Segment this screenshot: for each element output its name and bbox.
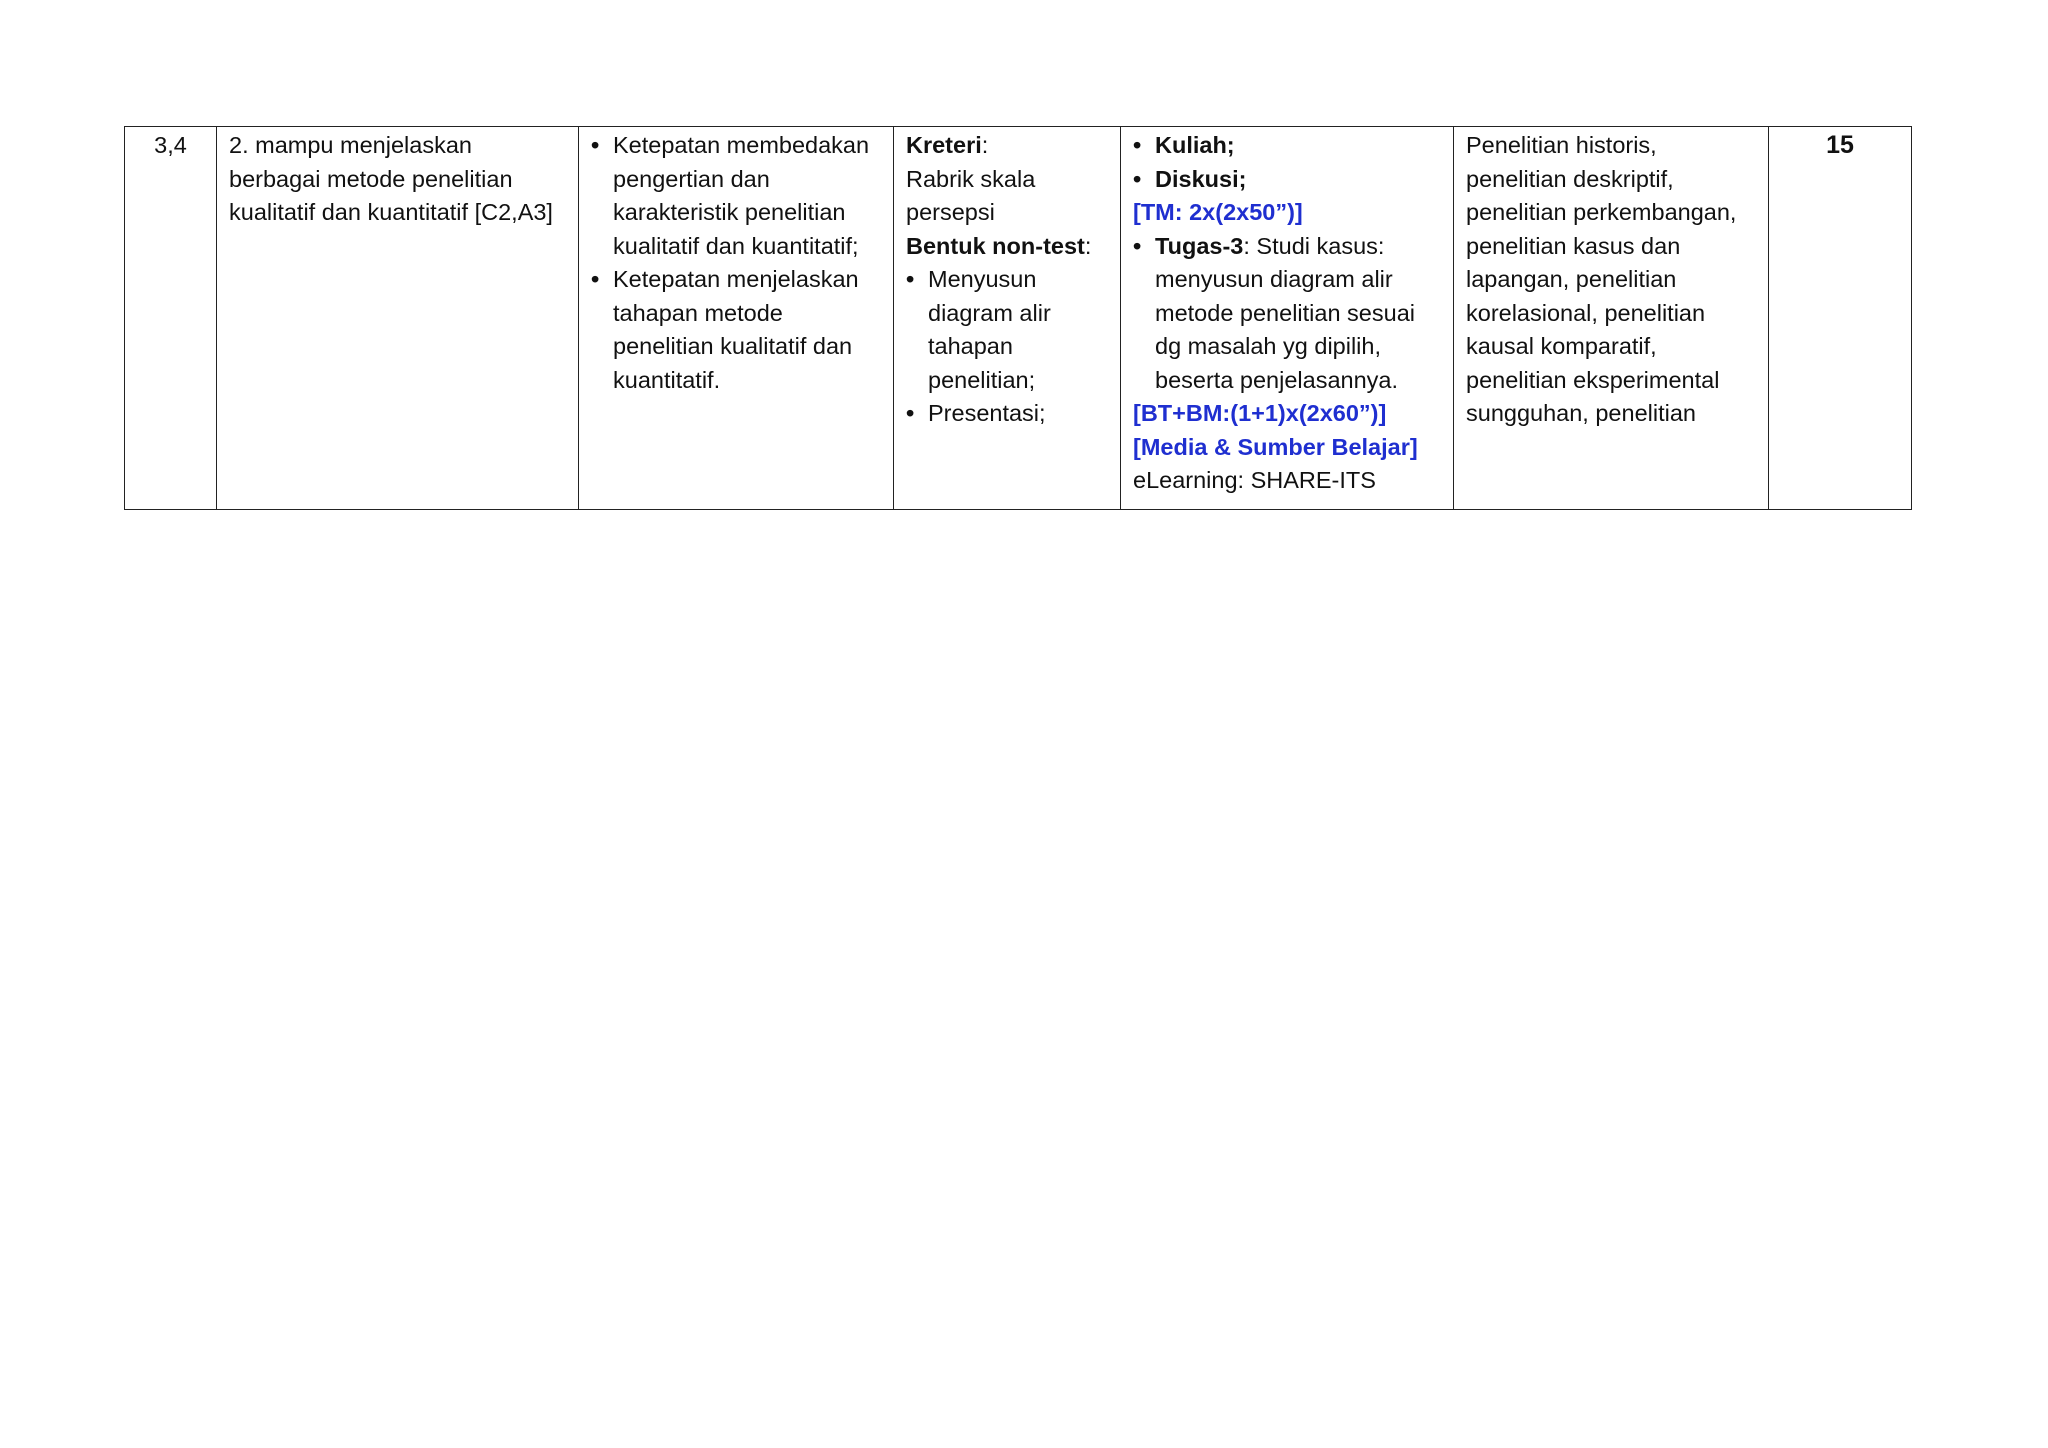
- assessment-form-heading: [906, 230, 1108, 264]
- media-value: eLearning: SHARE-ITS: [1133, 467, 1376, 493]
- indicator-item: • Ketepatan menjelaskan tahapan metode penelitian kualitatif dan kuantitatif.: [591, 263, 881, 397]
- assessment-form-suffix: :: [1084, 232, 1092, 259]
- indicator-cell: [579, 127, 894, 510]
- material-text: Penelitian historis, penelitian deskriptif, penelitian perkembangan, penelitian kasus dan lapangan, penelitian korelasional, penelitian kausal komparatif, penelitian eksperimental sungguhan, penelitian: [1466, 132, 1737, 426]
- learning-outcome-cell: [217, 127, 579, 510]
- table-row: [125, 127, 1912, 510]
- criteria-cell: [894, 127, 1121, 510]
- media-label: [Media & Sumber Belajar]: [1133, 433, 1418, 460]
- learning-method-item: • Diskusi;: [1133, 163, 1441, 197]
- week-cell: [125, 127, 217, 510]
- learning-method-cell: [1121, 127, 1454, 510]
- indicator-list: [591, 129, 881, 397]
- learning-method-item: • Kuliah;: [1133, 129, 1441, 163]
- week-number: 3,4: [154, 132, 187, 158]
- material-cell: [1454, 127, 1769, 510]
- assessment-form-item: • Presentasi;: [906, 397, 1108, 431]
- learning-outcome-text: 2. mampu menjelaskan berbagai metode penelitian kualitatif dan kuantitatif [C2,A3]: [229, 132, 553, 225]
- structured-study-time: [BT+BM:(1+1)x(2x60”)]: [1133, 400, 1387, 426]
- weight-value: 15: [1826, 131, 1854, 159]
- course-plan-table: [124, 126, 1912, 510]
- criteria-value: Rabrik skala persepsi: [906, 165, 1036, 225]
- learning-method-list: [1133, 129, 1441, 196]
- task-label: Tugas-3: [1155, 232, 1244, 259]
- weight-cell: [1769, 127, 1912, 510]
- criteria-label-suffix: :: [981, 132, 989, 158]
- criteria-heading: [906, 129, 1108, 163]
- criteria-label: Kreteri: [906, 132, 982, 158]
- assessment-form-list: [906, 263, 1108, 431]
- face-to-face-time: [TM: 2x(2x50”)]: [1133, 199, 1303, 225]
- task-list: [1133, 230, 1441, 398]
- task-text: : Studi kasus: menyusun diagram alir metode penelitian sesuai dg masalah yg dipilih, beserta penjelasannya.: [1155, 232, 1415, 393]
- task-item: [1133, 230, 1441, 398]
- indicator-item: • Ketepatan membedakan pengertian dan karakteristik penelitian kualitatif dan kuantitatif;: [591, 129, 881, 263]
- assessment-form-label: Bentuk non-test: [906, 232, 1085, 259]
- assessment-form-item: • Menyusun diagram alir tahapan penelitian;: [906, 263, 1108, 397]
